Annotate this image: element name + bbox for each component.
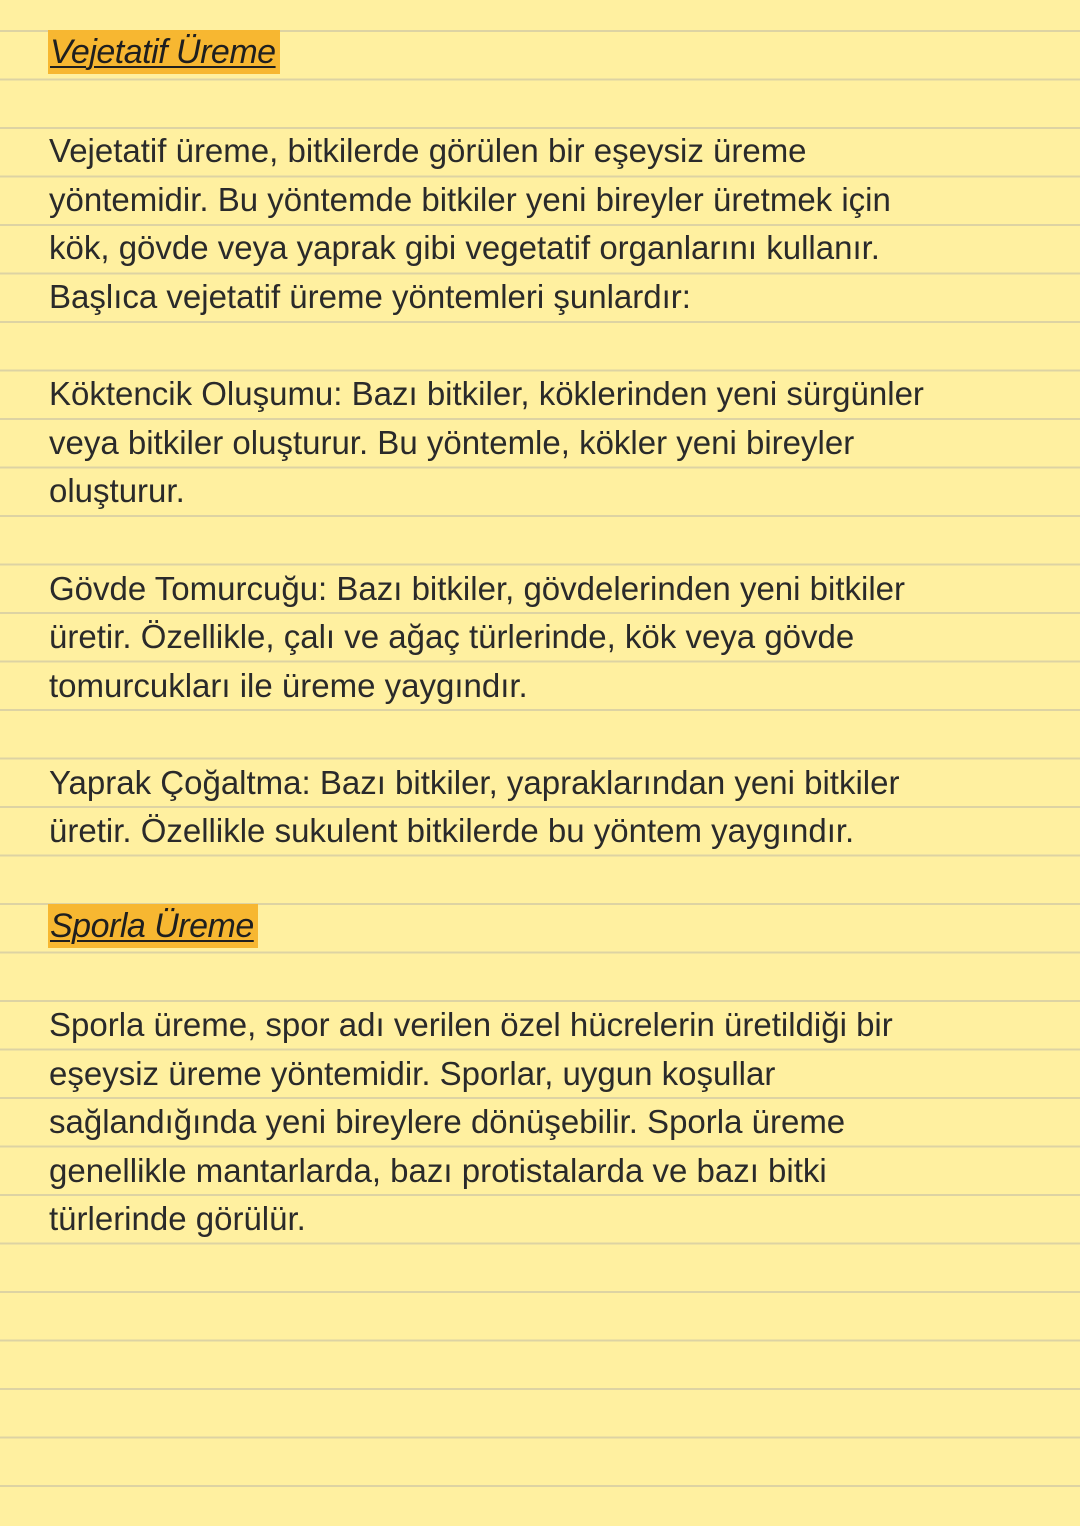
- heading-vejetatif-ureme: Vejetatif Üreme: [48, 30, 280, 74]
- text-line: yöntemidir. Bu yöntemde bitkiler yeni bireyler üretmek için: [49, 180, 891, 218]
- heading-sporla-ureme: Sporla Üreme: [48, 904, 258, 948]
- text-line: tomurcukları ile üreme yaygındır.: [49, 666, 528, 704]
- text-line: Sporla üreme, spor adı verilen özel hücrelerin üretildiği bir: [49, 1006, 893, 1043]
- text-line: Gövde Tomurcuğu: Bazı bitkiler, gövdelerinden yeni bitkiler: [49, 569, 906, 607]
- text-line: oluşturur.: [49, 472, 185, 509]
- text-line: eşeysiz üreme yöntemidir. Sporlar, uygun koşullar: [49, 1054, 776, 1092]
- text-line: sağlandığında yeni bireylere dönüşebilir. Sporla üreme: [49, 1103, 846, 1140]
- text-line: kök, gövde veya yaprak gibi vegetatif organlarını kullanır.: [49, 229, 880, 266]
- text-line: Yaprak Çoğaltma: Bazı bitkiler, yapraklarından yeni bitkiler: [49, 763, 900, 801]
- text-line: Başlıca vejetatif üreme yöntemleri şunlardır:: [49, 277, 691, 315]
- text-line: Vejetatif üreme, bitkilerde görülen bir eşeysiz üreme: [49, 132, 807, 169]
- text-line: üretir. Özellikle, çalı ve ağaç türlerinde, kök veya gövde: [49, 618, 855, 655]
- text-line: türlerinde görülür.: [49, 1200, 306, 1237]
- text-line: üretir. Özellikle sukulent bitkilerde bu yöntem yaygındır.: [49, 812, 855, 849]
- text-line: veya bitkiler oluşturur. Bu yöntemle, kökler yeni bireyler: [49, 423, 855, 461]
- text-line: Köktencik Oluşumu: Bazı bitkiler, köklerinden yeni sürgünler: [49, 375, 924, 412]
- text-line: genellikle mantarlarda, bazı protistalarda ve bazı bitki: [49, 1151, 827, 1189]
